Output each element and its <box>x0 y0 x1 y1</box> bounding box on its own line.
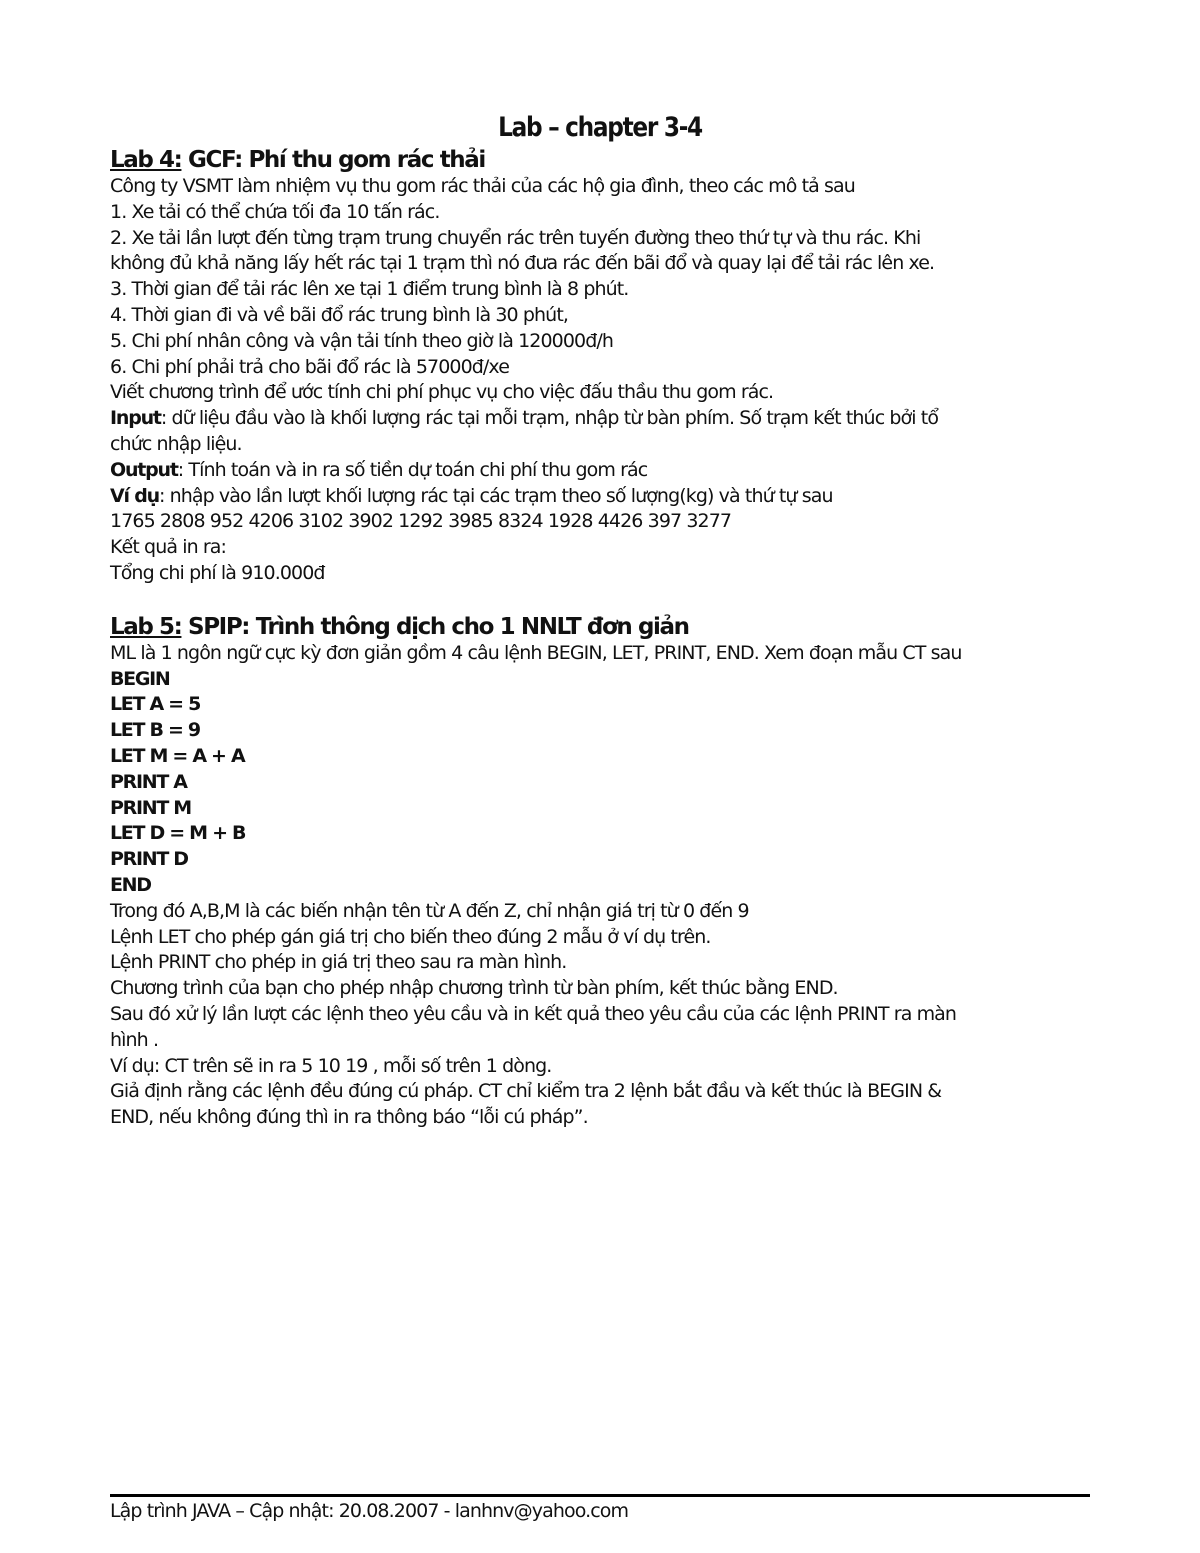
code-line: LET B = 9 <box>110 719 200 742</box>
code-line: LET M = A + A <box>110 744 245 767</box>
lab5-note: Trong đó A,B,M là các biến nhận tên từ A đến Z, chỉ nhận giá trị từ 0 đến 9 <box>110 899 749 922</box>
code-line: LET D = M + B <box>110 822 246 845</box>
lab4-heading-title: GCF: Phí thu gom rác thải <box>181 147 485 173</box>
lab4-rule: 2. Xe tải lần lượt đến từng trạm trung chuyển rác trên tuyến đường theo thứ tự và thu rác. Khi <box>110 226 921 249</box>
lab5-heading <box>110 613 1090 641</box>
document-title: Lab – chapter 3-4 <box>498 112 702 143</box>
lab4-input-line <box>110 406 1090 432</box>
lab4-input-line-cont: chức nhập liệu. <box>110 432 242 455</box>
code-line: PRINT M <box>110 796 191 819</box>
lab4-result-value: Tổng chi phí là 910.000đ <box>110 561 325 584</box>
lab5-note: Lệnh PRINT cho phép in giá trị theo sau ra màn hình. <box>110 951 567 974</box>
lab5-note: Sau đó xử lý lần lượt các lệnh theo yêu cầu và in kết quả theo yêu cầu của các lệnh PRINT ra màn <box>110 1002 957 1025</box>
lab4-intro: Công ty VSMT làm nhiệm vụ thu gom rác thải của các hộ gia đình, theo các mô tả sau <box>110 175 855 197</box>
lab5-note: hình . <box>110 1028 159 1051</box>
lab4-rule: 6. Chi phí phải trả cho bãi đổ rác là 57000đ/xe <box>110 355 509 378</box>
lab4-output-line <box>110 458 1090 484</box>
code-line: BEGIN <box>110 667 170 690</box>
code-line: LET A = 5 <box>110 693 201 716</box>
footer-divider <box>110 1494 1090 1497</box>
example-text: : nhập vào lần lượt khối lượng rác tại các trạm theo số lượng(kg) và thứ tự sau <box>158 484 833 507</box>
lab5-note: Lệnh LET cho phép gán giá trị cho biến theo đúng 2 mẫu ở ví dụ trên. <box>110 925 711 948</box>
lab5-heading-prefix: Lab 5: <box>110 613 182 640</box>
input-label: Input <box>110 407 161 430</box>
lab4-example-line <box>110 484 1090 510</box>
code-line: PRINT D <box>110 848 188 871</box>
lab4-result-label: Kết quả in ra: <box>110 536 227 559</box>
lab4-rule: không đủ khả năng lấy hết rác tại 1 trạm thì nó đưa rác đến bãi đổ và quay lại để tải rác lên xe. <box>110 252 935 275</box>
input-text: : dữ liệu đầu vào là khối lượng rác tại mỗi trạm, nhập từ bàn phím. Số trạm kết thúc bởi tổ <box>160 407 939 430</box>
lab4-example-values: 1765 2808 952 4206 3102 3902 1292 3985 8324 1928 4426 397 3277 <box>110 510 732 533</box>
section-spacer <box>110 587 1090 613</box>
lab5-note: Ví dụ: CT trên sẽ in ra 5 10 19 , mỗi số trên 1 dòng. <box>110 1054 552 1077</box>
code-line: END <box>110 873 151 896</box>
lab5-note: Chương trình của bạn cho phép nhập chương trình từ bàn phím, kết thúc bằng END. <box>110 977 838 1000</box>
code-line: PRINT A <box>110 770 187 793</box>
lab4-heading <box>110 146 1090 174</box>
example-label: Ví dụ <box>110 484 159 507</box>
output-label: Output <box>110 458 178 481</box>
lab5-intro: ML là 1 ngôn ngữ cực kỳ đơn giản gồm 4 câu lệnh BEGIN, LET, PRINT, END. Xem đoạn mẫu CT sau <box>110 641 962 664</box>
lab5-note: END, nếu không đúng thì in ra thông báo “lỗi cú pháp”. <box>110 1106 588 1129</box>
lab4-task: Viết chương trình để ước tính chi phí phục vụ cho việc đấu thầu thu gom rác. <box>110 381 774 404</box>
lab4-rule: 3. Thời gian để tải rác lên xe tại 1 điểm trung bình là 8 phút. <box>110 278 629 301</box>
lab4-rule: 4. Thời gian đi và về bãi đổ rác trung bình là 30 phút, <box>110 303 569 326</box>
page-footer: Lập trình JAVA – Cập nhật: 20.08.2007 - lanhnv@yahoo.com <box>110 1500 629 1522</box>
lab5-note: Giả định rằng các lệnh đều đúng cú pháp. CT chỉ kiểm tra 2 lệnh bắt đầu và kết thúc là BEGIN & <box>110 1080 942 1103</box>
output-text: : Tính toán và in ra số tiền dự toán chi phí thu gom rác <box>177 458 648 481</box>
lab4-rule: 1. Xe tải có thể chứa tối đa 10 tấn rác. <box>110 200 440 223</box>
document-body <box>110 146 1090 1131</box>
lab4-heading-prefix: Lab 4: <box>110 147 182 173</box>
lab5-heading-title: SPIP: Trình thông dịch cho 1 NNLT đơn giản <box>181 613 689 640</box>
lab4-rule: 5. Chi phí nhân công và vận tải tính theo giờ là 120000đ/h <box>110 329 614 352</box>
